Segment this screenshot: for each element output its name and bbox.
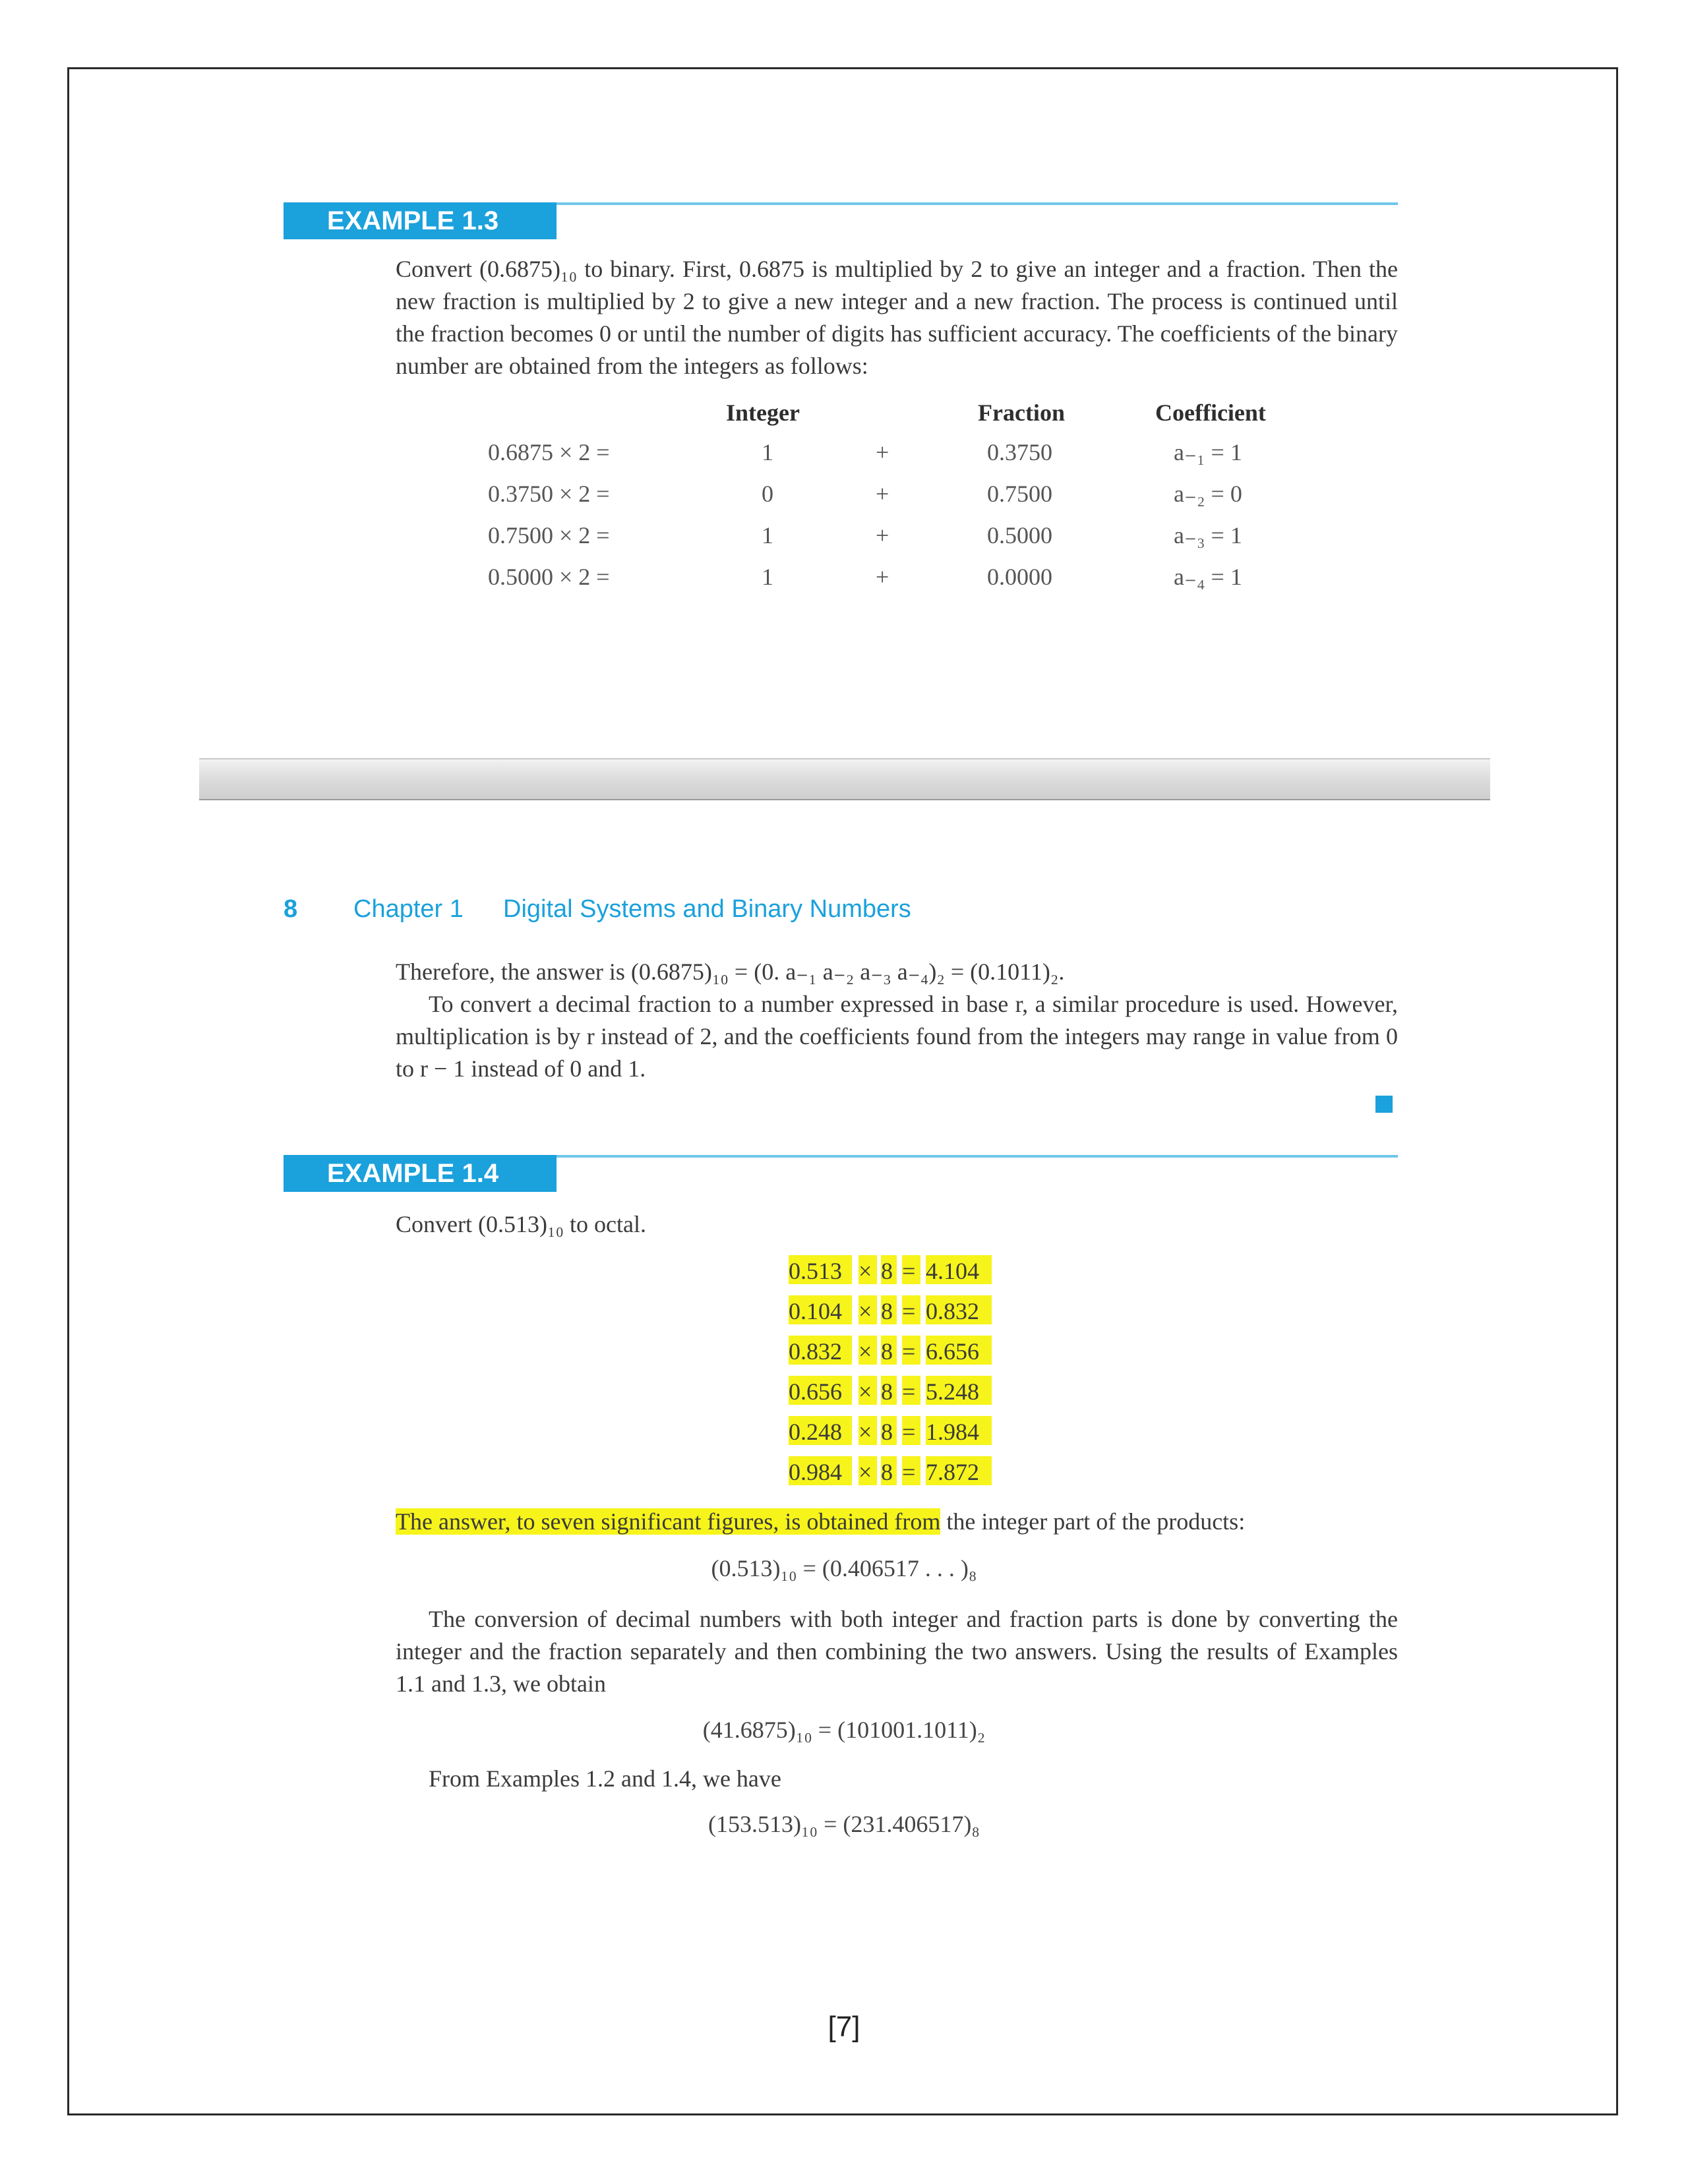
product-equals: =	[902, 1295, 920, 1324]
product-multiplier: 8	[881, 1255, 897, 1284]
product-multiplier: 8	[881, 1456, 897, 1485]
example-1-3-intro: Convert (0.6875)₁₀ to binary. First, 0.6875 is multiplied by 2 to give an integer and a fraction. Then the new fraction is multiplied by 2 to give a new integer and a new fraction. The process is continued until the fraction becomes 0 or until the number of digits has sufficient accuracy. The coefficients of the binary number are obtained from the integers as follows:	[396, 256, 1398, 379]
product-row	[789, 1334, 1009, 1366]
product-times: ×	[859, 1376, 877, 1405]
row-coefficient: a₋₄ = 1	[1174, 564, 1242, 590]
row-fraction: 0.7500	[987, 481, 1052, 507]
product-equals: =	[902, 1456, 920, 1485]
row-plus: +	[876, 439, 889, 465]
chapter-title: Digital Systems and Binary Numbers	[503, 895, 911, 923]
row-integer: 1	[762, 564, 773, 590]
page-separator	[199, 758, 1490, 800]
product-times: ×	[859, 1456, 877, 1485]
table-row	[0, 480, 1688, 519]
row-expression: 0.6875 × 2 =	[488, 439, 610, 465]
product-multiplier: 8	[881, 1295, 897, 1324]
example-label: EXAMPLE 1.4	[284, 1155, 557, 1192]
answer-line: Therefore, the answer is (0.6875)₁₀ = (0. a₋₁ a₋₂ a₋₃ a₋₄)₂ = (0.1011)₂.	[396, 959, 1065, 985]
product-multiplier: 8	[881, 1336, 897, 1365]
combined-paragraph: The conversion of decimal numbers with both integer and fraction parts is done by converting the integer and the fraction separately and then combining the two answers. Using the results of Examples 1.1 and 1.3, we obtain	[396, 1606, 1398, 1697]
row-coefficient: a₋₁ = 1	[1174, 439, 1242, 465]
example-1-3-header	[284, 202, 1398, 239]
header-rule	[557, 1155, 1398, 1158]
binary-combined-equation: (41.6875)₁₀ = (101001.1011)₂	[702, 1717, 986, 1743]
product-row	[789, 1254, 1009, 1285]
product-result: 1.984	[926, 1416, 992, 1445]
product-times: ×	[859, 1255, 877, 1284]
end-of-example-marker	[1375, 1096, 1393, 1113]
example-1-4-header	[284, 1155, 1398, 1192]
product-row	[789, 1415, 1009, 1446]
row-plus: +	[876, 481, 889, 507]
product-row	[789, 1374, 1009, 1406]
product-operand: 0.513	[789, 1255, 852, 1284]
header-rule	[557, 202, 1398, 205]
highlighted-text: The answer, to seven significant figures, is obtained from	[396, 1508, 941, 1535]
from-examples-line: From Examples 1.2 and 1.4, we have	[429, 1765, 781, 1792]
product-equals: =	[902, 1416, 920, 1445]
table-row	[0, 563, 1688, 603]
product-multiplier: 8	[881, 1376, 897, 1405]
row-integer: 0	[762, 481, 773, 507]
product-result: 5.248	[926, 1376, 992, 1405]
product-times: ×	[859, 1295, 877, 1324]
product-operand: 0.248	[789, 1416, 852, 1445]
row-coefficient: a₋₂ = 0	[1174, 481, 1242, 507]
octal-result-equation: (0.513)₁₀ = (0.406517 . . . )₈	[711, 1555, 977, 1581]
table-row	[0, 521, 1688, 561]
product-multiplier: 8	[881, 1416, 897, 1445]
product-result: 7.872	[926, 1456, 992, 1485]
row-plus: +	[876, 564, 889, 590]
row-integer: 1	[762, 522, 773, 548]
row-integer: 1	[762, 439, 773, 465]
column-header-fraction: Fraction	[978, 399, 1065, 426]
product-result: 6.656	[926, 1336, 992, 1365]
octal-combined-equation: (153.513)₁₀ = (231.406517)₈	[708, 1811, 980, 1837]
product-operand: 0.104	[789, 1295, 852, 1324]
product-row	[789, 1294, 1009, 1326]
product-operand: 0.984	[789, 1456, 852, 1485]
column-header-coefficient: Coefficient	[1155, 399, 1266, 426]
row-fraction: 0.3750	[987, 439, 1052, 465]
row-fraction: 0.0000	[987, 564, 1052, 590]
product-equals: =	[902, 1336, 920, 1365]
product-result: 4.104	[926, 1255, 992, 1284]
column-header-integer: Integer	[726, 399, 800, 426]
example-label: EXAMPLE 1.3	[284, 202, 557, 239]
row-expression: 0.5000 × 2 =	[488, 564, 610, 590]
product-times: ×	[859, 1416, 877, 1445]
product-operand: 0.656	[789, 1376, 852, 1405]
product-operand: 0.832	[789, 1336, 852, 1365]
product-row	[789, 1455, 1009, 1487]
example-1-4-intro: Convert (0.513)₁₀ to octal.	[396, 1211, 647, 1237]
row-plus: +	[876, 522, 889, 548]
product-result: 0.832	[926, 1295, 992, 1324]
table-row	[0, 438, 1688, 478]
product-times: ×	[859, 1336, 877, 1365]
page-number: 8	[284, 895, 298, 923]
chapter-label: Chapter 1	[353, 895, 464, 923]
product-equals: =	[902, 1255, 920, 1284]
row-expression: 0.3750 × 2 =	[488, 481, 610, 507]
row-coefficient: a₋₃ = 1	[1174, 522, 1242, 548]
product-equals: =	[902, 1376, 920, 1405]
base-r-paragraph: To convert a decimal fraction to a number expressed in base r, a similar procedure is used. However, multiplication is by r instead of 2, and the coefficients found from the integers may range in value from 0 to r − 1 instead of 0 and 1.	[396, 991, 1398, 1082]
answer-rest-text: the integer part of the products:	[940, 1508, 1246, 1535]
answer-paragraph	[396, 1506, 1398, 1538]
page-label: [7]	[828, 2011, 860, 2043]
row-expression: 0.7500 × 2 =	[488, 522, 610, 548]
row-fraction: 0.5000	[987, 522, 1052, 548]
